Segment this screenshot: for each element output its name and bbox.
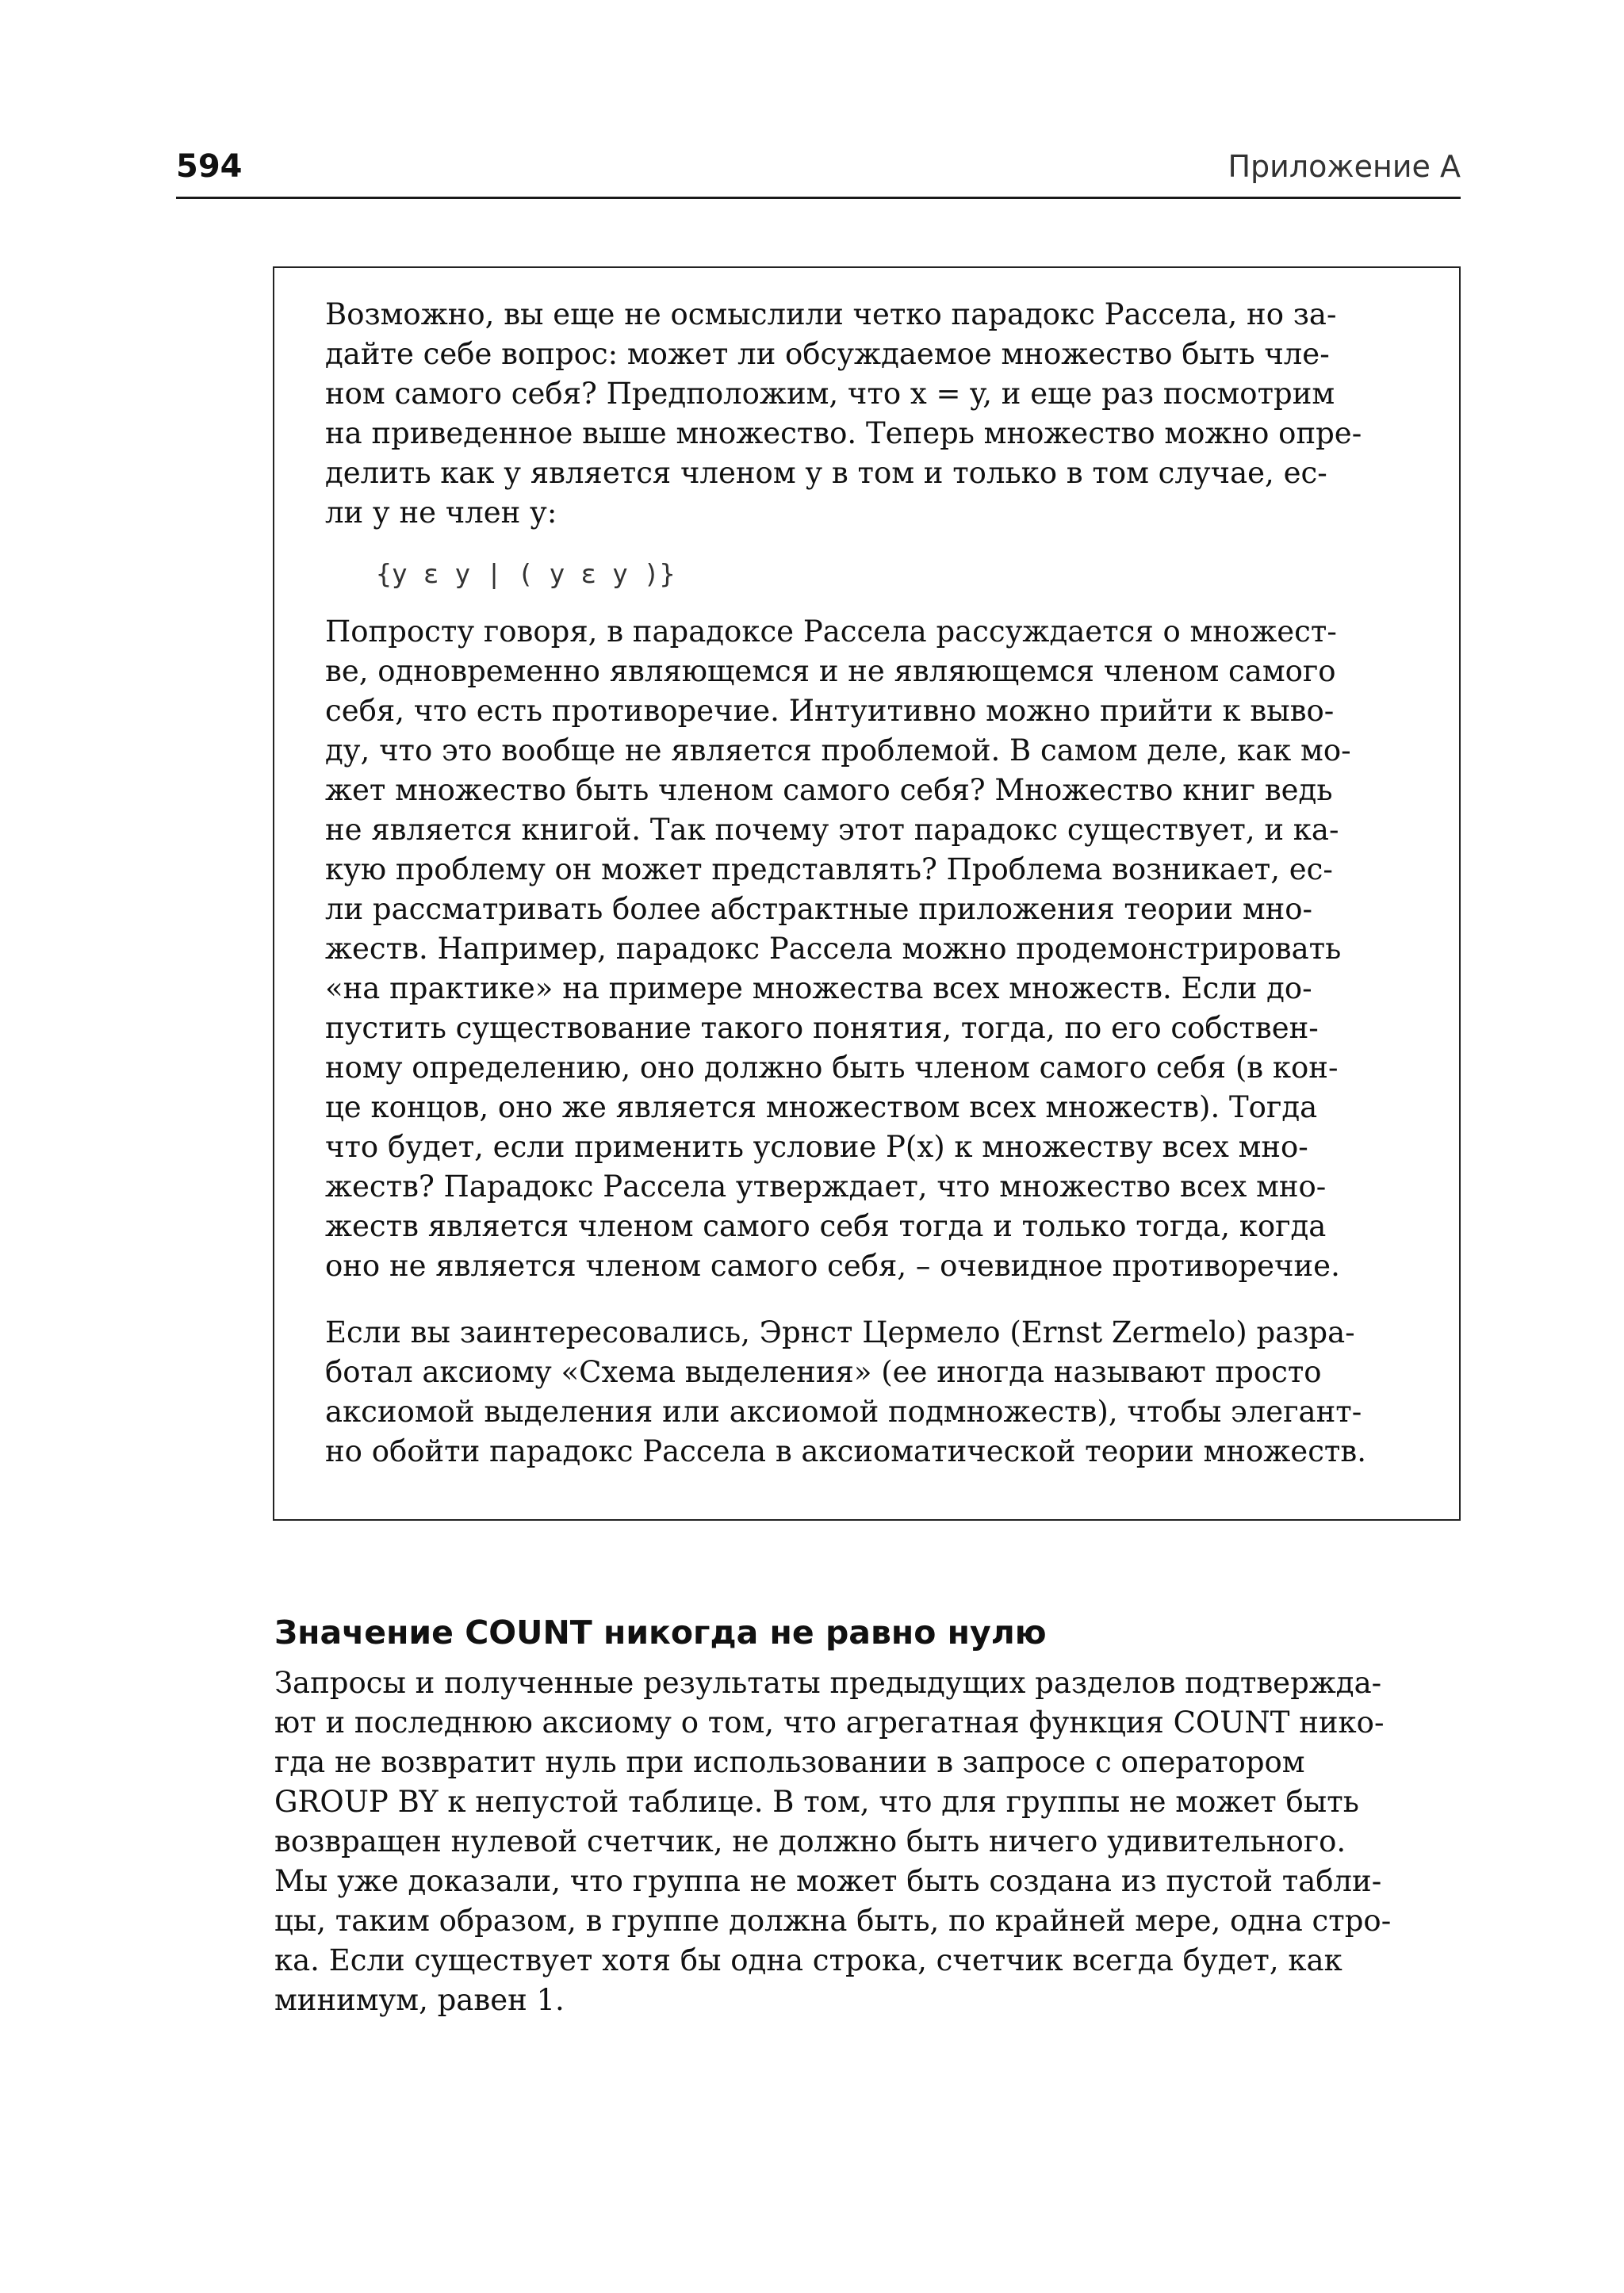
sidebar-para2-line: не является книгой. Так почему этот парадокс существует, и ка- [325, 813, 1339, 847]
sidebar-para2-line: ду, что это вообще не является проблемой. В самом деле, как мо- [325, 733, 1351, 768]
page-header [176, 147, 1461, 199]
section-para-line: ка. Если существует хотя бы одна строка, счетчик всегда будет, как [274, 1943, 1342, 1977]
sidebar-para3-line: но обойти парадокс Рассела в аксиоматической теории множеств. [325, 1434, 1366, 1468]
sidebar-para2-line: пустить существование такого понятия, тогда, по его собствен- [325, 1011, 1319, 1045]
section-heading: Значение COUNT никогда не равно нулю [274, 1614, 1047, 1652]
running-title: Приложение А [1228, 149, 1461, 184]
sidebar-para2-line: ли рассматривать более абстрактные приложения теории мно- [325, 892, 1313, 926]
sidebar-para2-line: жет множество быть членом самого себя? Множество книг ведь [325, 773, 1333, 807]
sidebar-para1-line: Возможно, вы еще не осмыслили четко парадокс Рассела, но за- [325, 297, 1337, 331]
section-para-line: Мы уже доказали, что группа не может быть создана из пустой табли- [274, 1864, 1382, 1898]
section-para-line: Запросы и полученные результаты предыдущих разделов подтвержда- [274, 1666, 1382, 1700]
section-para-line: GROUP BY к непустой таблице. В том, что для группы не может быть [274, 1785, 1359, 1819]
section-para-line: цы, таким образом, в группе должна быть, по крайней мере, одна стро- [274, 1904, 1392, 1938]
sidebar-para2-line: «на практике» на примере множества всех множеств. Если до- [325, 971, 1312, 1005]
section-para-line: минимум, равен 1. [274, 1983, 565, 2017]
page-number: 594 [176, 148, 243, 185]
sidebar-para2-line: жеств? Парадокс Рассела утверждает, что множество всех мно- [325, 1169, 1327, 1204]
sidebar-para2-line: что будет, если применить условие P(x) к множеству всех мно- [325, 1130, 1308, 1164]
sidebar-para2-line: це концов, оно же является множеством всех множеств). Тогда [325, 1090, 1318, 1124]
sidebar-para3-line: Если вы заинтересовались, Эрнст Цермело (Ernst Zermelo) разра- [325, 1315, 1355, 1349]
sidebar-para2-line: кую проблему он может представлять? Проблема возникает, ес- [325, 852, 1333, 886]
sidebar-para1-line: дайте себе вопрос: может ли обсуждаемое множество быть чле- [325, 337, 1330, 371]
set-formula: {y ε y | ( y ε y )} [376, 558, 676, 589]
sidebar-para2-line: Попросту говоря, в парадоксе Рассела рассуждается о множест- [325, 614, 1337, 649]
sidebar-para3-line: аксиомой выделения или аксиомой подмножеств), чтобы элегант- [325, 1395, 1362, 1429]
sidebar-para2-line: себя, что есть противоречие. Интуитивно можно прийти к выво- [325, 694, 1335, 728]
sidebar-para1-line: делить как у является членом у в том и только в том случае, ес- [325, 456, 1327, 490]
sidebar-para2-line: ве, одновременно являющемся и не являющемся членом самого [325, 654, 1336, 688]
sidebar-para2-line: ному определению, оно должно быть членом самого себя (в кон- [325, 1051, 1339, 1085]
section-para-line: возвращен нулевой счетчик, не должно быть ничего удивительного. [274, 1824, 1346, 1859]
sidebar-para3-line: ботал аксиому «Схема выделения» (ее иногда называют просто [325, 1355, 1322, 1389]
sidebar-para2-line: жеств. Например, парадокс Рассела можно продемонстрировать [325, 932, 1342, 966]
sidebar-para2-line: оно не является членом самого себя, – очевидное противоречие. [325, 1249, 1340, 1283]
sidebar-para2-line: жеств является членом самого себя тогда и только тогда, когда [325, 1209, 1327, 1243]
sidebar-para1-line: на приведенное выше множество. Теперь множество можно опре- [325, 416, 1362, 450]
section-para-line: гда не возвратит нуль при использовании в запросе с оператором [274, 1745, 1305, 1779]
sidebar-para1-line: ли у не член у: [325, 496, 557, 530]
sidebar-para1-line: ном самого себя? Предположим, что x = y, и еще раз посмотрим [325, 377, 1335, 411]
section-para-line: ют и последнюю аксиому о том, что агрегатная функция COUNT нико- [274, 1705, 1385, 1740]
